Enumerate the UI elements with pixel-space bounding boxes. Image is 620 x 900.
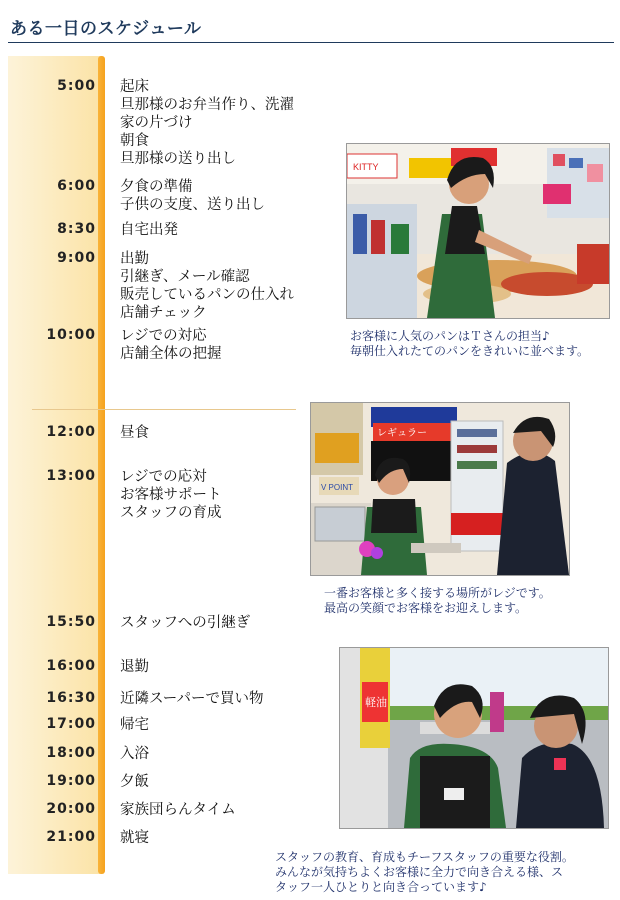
activity-item: 家の片づけ <box>120 115 193 131</box>
photo-caption <box>275 850 574 895</box>
caption-line: 最高の笑顔でお客様をお迎えします。 <box>324 601 528 615</box>
time-label: 20:00 <box>46 801 96 817</box>
photo-sign-text: 軽油 <box>365 696 387 709</box>
activity-item: 店舗全体の把握 <box>120 346 222 362</box>
activity-item: 朝食 <box>120 133 149 149</box>
activity-item: 入浴 <box>120 746 149 762</box>
activity-item: 引継ぎ、メール確認 <box>120 269 250 285</box>
noon-divider <box>32 409 296 410</box>
time-label: 9:00 <box>57 250 96 266</box>
activity-item: 帰宅 <box>120 717 149 733</box>
time-label: 10:00 <box>46 327 96 343</box>
caption-line: スタッフの教育、育成もチーフスタッフの重要な役割。 <box>275 850 574 864</box>
activity-item: 近隣スーパーで買い物 <box>120 691 264 707</box>
caption-line: みんなが気持ちよくお客様に全力で向き合える様、ス <box>275 865 564 879</box>
page-title: ある一日のスケジュール <box>10 19 202 39</box>
activity-item: 子供の支度、送り出し <box>120 197 265 213</box>
activity-list <box>120 745 149 763</box>
time-label: 12:00 <box>46 424 96 440</box>
activity-item: 昼食 <box>120 425 149 441</box>
activity-item: スタッフへの引継ぎ <box>120 615 251 631</box>
photo-sign-text: V POINT <box>321 483 354 492</box>
activity-list <box>120 614 250 632</box>
activity-list <box>120 178 265 214</box>
timeline-bar <box>98 56 105 874</box>
caption-line: 毎朝仕入れたてのパンをきれいに並べます。 <box>350 344 590 358</box>
time-label: 15:50 <box>46 614 96 630</box>
activity-list <box>120 716 149 734</box>
activity-item: 夕飯 <box>120 774 149 790</box>
photo-bread-shelf <box>346 143 610 319</box>
photo-register <box>310 402 570 576</box>
caption-line: タッフ一人ひとりと向き合っています♪ <box>275 880 487 894</box>
caption-line: お客様に人気のパンはＴさんの担当♪ <box>350 329 550 343</box>
activity-list <box>120 250 294 322</box>
activity-item: 販売しているパンの仕入れ <box>120 287 294 303</box>
time-label: 16:00 <box>46 658 96 674</box>
time-label: 13:00 <box>46 468 96 484</box>
activity-item: スタッフの育成 <box>120 505 222 521</box>
activity-list <box>120 801 236 819</box>
activity-item: レジでの応対 <box>120 469 207 485</box>
title-divider <box>8 42 614 43</box>
activity-item: 旦那様のお弁当作り、洗濯 <box>120 97 294 113</box>
activity-list <box>120 690 264 708</box>
activity-item: 店舗チェック <box>120 305 207 321</box>
photo-staff-training <box>339 647 609 829</box>
activity-item: レジでの対応 <box>120 328 207 344</box>
activity-item: お客様サポート <box>120 487 222 503</box>
activity-list <box>120 78 294 168</box>
activity-item: 夕食の準備 <box>120 179 193 195</box>
time-label: 17:00 <box>46 716 96 732</box>
photo-caption <box>350 329 589 359</box>
time-label: 18:00 <box>46 745 96 761</box>
time-label: 16:30 <box>46 690 96 706</box>
activity-list <box>120 221 178 239</box>
activity-list <box>120 468 222 522</box>
caption-line: 一番お客様と多く接する場所がレジです。 <box>324 586 551 600</box>
activity-item: 家族団らんタイム <box>120 802 236 818</box>
time-label: 19:00 <box>46 773 96 789</box>
activity-item: 出勤 <box>120 251 149 267</box>
activity-list <box>120 424 149 442</box>
activity-list <box>120 773 149 791</box>
activity-list <box>120 829 149 847</box>
photo-caption <box>324 586 551 616</box>
time-label: 6:00 <box>57 178 96 194</box>
photo-sign-text: KITTY <box>353 162 379 172</box>
activity-item: 起床 <box>120 79 149 95</box>
time-label: 5:00 <box>57 78 96 94</box>
activity-item: 就寝 <box>120 830 149 846</box>
activity-list <box>120 658 149 676</box>
time-label: 8:30 <box>57 221 96 237</box>
photo-sign-text: レギュラー <box>377 428 427 439</box>
activity-list <box>120 327 222 363</box>
activity-item: 退勤 <box>120 659 149 675</box>
time-label: 21:00 <box>46 829 96 845</box>
activity-item: 自宅出発 <box>120 222 178 238</box>
activity-item: 旦那様の送り出し <box>120 151 236 167</box>
